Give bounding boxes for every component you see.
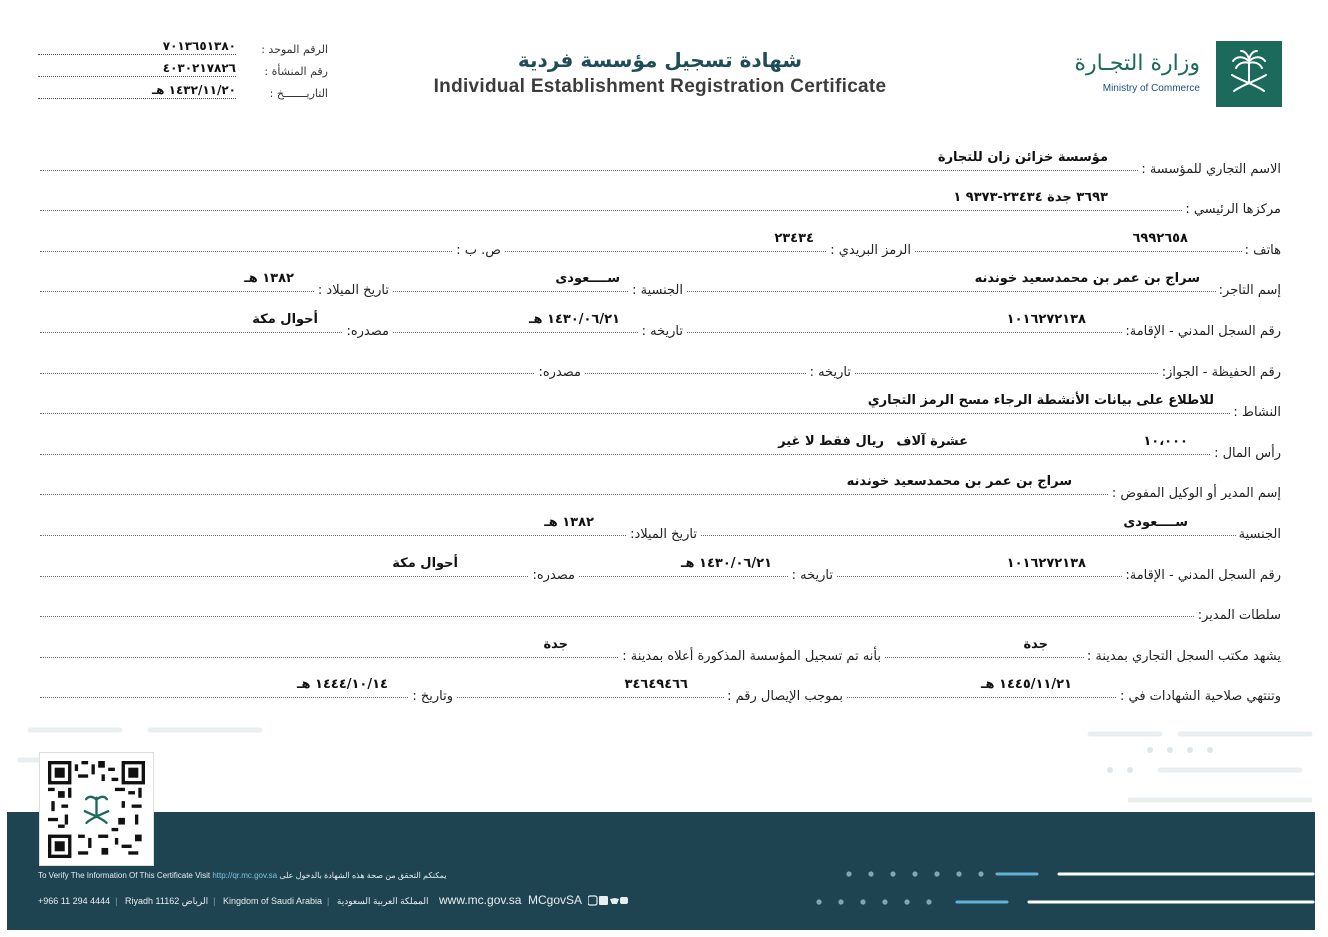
manager-civil-value: ١٠١٦٢٧٢١٣٨ — [1006, 555, 1086, 571]
footer-kingdom-en: Kingdom of Saudi Arabia — [222, 896, 323, 906]
dotted-line — [38, 98, 236, 99]
expiry-value: ١٤٤٥/١١/٢١ هـ — [981, 677, 1072, 693]
unified-number-label: الرقم الموحد : — [261, 43, 328, 56]
dotted-line — [40, 576, 1284, 577]
phone-label: هاتف : — [1242, 243, 1284, 258]
trade-name-value: مؤسسة خزائن زان للتجارة — [937, 149, 1108, 165]
footer-kingdom-ar: المملكة العربية السعودية — [336, 896, 429, 906]
manager-value: سراج بن عمر بن محمدسعيد خوندنه — [846, 474, 1072, 490]
qr-code-card — [39, 752, 154, 866]
certify-row — [40, 627, 1284, 668]
birth-date-label: تاريخ الميلاد : — [315, 283, 392, 298]
dotted-line — [40, 454, 1284, 455]
dotted-line — [40, 616, 1284, 617]
trade-name-row — [40, 140, 1284, 181]
dotted-line — [38, 76, 236, 77]
manager-birth-label: تاريخ الميلاد: — [627, 527, 700, 542]
verify-link[interactable]: http://qr.mc.gov.sa — [212, 871, 278, 880]
civil-date-label: تاريخه : — [639, 324, 686, 339]
headquarters-label: مركزها الرئيسي : — [1182, 202, 1284, 217]
certificate-fields — [40, 140, 1284, 708]
manager-powers-label: سلطات المدير: — [1195, 608, 1284, 623]
capital-value: ١٠،٠٠٠ — [1143, 433, 1188, 449]
dotted-line — [40, 494, 1284, 495]
manager-nationality-value: ســــعودى — [1123, 514, 1188, 530]
dotted-line — [40, 697, 1284, 698]
social-icons — [588, 895, 628, 906]
dotted-line — [38, 54, 236, 55]
establishment-number-label: رقم المنشأة : — [264, 65, 328, 78]
unified-number-row — [38, 38, 328, 60]
manager-civil-label: رقم السجل المدني - الإقامة: — [1122, 568, 1284, 583]
establishment-number: ٤٠٣٠٢١٧٨٢٦ — [162, 61, 236, 75]
civil-date-value: ١٤٣٠/٠٦/٢١ هـ — [529, 311, 620, 327]
activity-row — [40, 384, 1284, 425]
footer-riyadh: Riyadh 11162 الرياض — [125, 896, 209, 906]
certify-city-2: جدة — [543, 636, 568, 652]
dotted-line — [40, 210, 1284, 211]
manager-nationality-row — [40, 505, 1284, 546]
passport-source-label: مصدره: — [535, 365, 584, 380]
manager-label: إسم المدير أو الوكيل المفوض : — [1109, 486, 1284, 501]
manager-source-value: أحوال مكة — [392, 555, 458, 571]
ministry-logo — [1074, 41, 1282, 107]
capital-currency: ريال فقط لا غير — [778, 433, 884, 449]
receipt-label: بموجب الإيصال رقم : — [724, 689, 846, 704]
birth-date-value: ١٣٨٢ هـ — [244, 271, 294, 287]
issue-date-label: التاريـــــــخ : — [269, 87, 328, 100]
certificate-title-en: Individual Establishment Registration Certificate — [433, 76, 887, 97]
headquarters-row — [40, 181, 1284, 222]
manager-powers-row — [40, 587, 1284, 628]
expiry-row — [40, 668, 1284, 709]
dotted-line — [40, 170, 1284, 171]
certify-city: جدة — [1023, 636, 1048, 652]
dotted-line — [40, 373, 1284, 374]
manager-source-label: مصدره: — [529, 568, 578, 583]
palm-swords-emblem-icon — [1216, 41, 1282, 107]
verify-text-ar: يمكنكم التحقق من صحة هذه الشهادة بالدخول على — [279, 871, 447, 880]
trade-name-label: الاسم التجاري للمؤسسة : — [1138, 162, 1284, 177]
certify-text: بأنه تم تسجيل المؤسسة المذكورة أعلاه بمدينة : — [619, 649, 884, 664]
headquarters-value: ٣٦٩٣ جدة ٢٣٤٣٤-٩٣٧٣ ١ — [953, 190, 1108, 206]
twitter-icon[interactable] — [610, 898, 619, 904]
establishment-number-row — [38, 60, 328, 82]
source-label: مصدره: — [343, 324, 392, 339]
expiry-label: وتنتهي صلاحية الشهادات في : — [1117, 689, 1284, 704]
instagram-icon[interactable] — [588, 896, 597, 905]
merchant-row — [40, 262, 1284, 303]
capital-row — [40, 424, 1284, 465]
issue-date: ١٤٣٢/١١/٢٠ هـ — [152, 83, 236, 97]
reference-block — [38, 38, 328, 104]
merchant-name-label: إسم التاجر: — [1216, 283, 1284, 298]
postal-code-label: الرمز البريدي : — [827, 243, 914, 258]
youtube-icon[interactable] — [620, 897, 628, 904]
receipt-value: ٣٤٦٤٩٤٦٦ — [624, 677, 688, 693]
civil-record-value: ١٠١٦٢٧٢١٣٨ — [1006, 311, 1086, 327]
capital-words: عشرة آلاف — [896, 433, 968, 449]
certify-label: يشهد مكتب السجل التجاري بمدينة : — [1084, 649, 1284, 664]
footer-website[interactable]: www.mc.gov.sa — [439, 893, 522, 907]
phone-value: ٦٩٩٢٦٥٨ — [1132, 230, 1188, 246]
footer-phone: +966 11 294 4444 — [38, 896, 111, 906]
issue-date-row — [38, 82, 328, 104]
facebook-icon[interactable] — [599, 896, 608, 905]
po-box-label: ص. ب : — [453, 243, 504, 258]
dotted-line — [40, 251, 1284, 252]
nationality-label: الجنسية : — [629, 283, 686, 298]
receipt-date-value: ١٤٤٤/١٠/١٤ هـ — [297, 677, 388, 693]
nationality-value: ســــعودى — [555, 271, 620, 287]
manager-civil-row — [40, 546, 1284, 587]
qr-code-icon — [48, 761, 145, 858]
merchant-name-value: سراج بن عمر بن محمدسعيد خوندنه — [974, 271, 1200, 287]
verify-text-en: To Verify The Information Of This Certificate Visit — [38, 871, 211, 880]
verify-line — [38, 871, 598, 880]
manager-row — [40, 465, 1284, 506]
activity-value: للاطلاع على بيانات الأنشطة الرجاء مسح الرمز التجاري — [867, 393, 1214, 409]
postal-code-value: ٢٣٤٣٤ — [774, 230, 814, 246]
certificate-title-ar: شهادة تسجيل مؤسسة فردية — [517, 48, 803, 72]
manager-civil-date-label: تاريخه : — [789, 568, 836, 583]
unified-number: ٧٠١٣٦٥١٣٨٠ — [162, 39, 236, 53]
decorative-pattern — [0, 720, 1328, 820]
manager-nationality-label: الجنسية — [1236, 527, 1284, 542]
footer-decoration — [797, 862, 1317, 912]
dotted-line — [40, 413, 1284, 414]
receipt-date-label: وتاريخ : — [409, 689, 456, 704]
passport-label: رقم الحفيظة - الجواز: — [1159, 365, 1284, 380]
footer-social-handle: MCgovSA — [528, 893, 583, 907]
ministry-name-en: Ministry of Commerce — [1102, 83, 1200, 94]
passport-row — [40, 343, 1284, 384]
contact-row — [40, 221, 1284, 262]
manager-birth-value: ١٣٨٢ هـ — [544, 514, 594, 530]
source-value: أحوال مكة — [252, 311, 318, 327]
contact-line: +966 11 294 4444 | Riyadh 11162 الرياض | Kingdom of Saudi Arabia | المملكة العربية السعودية www.mc.gov.sa MCgovSA — [38, 893, 628, 907]
activity-label: النشاط : — [1230, 405, 1284, 420]
civil-record-row — [40, 302, 1284, 343]
ministry-name-ar: وزارة التجـارة — [1074, 51, 1200, 76]
capital-label: رأس المال : — [1211, 446, 1284, 461]
civil-record-label: رقم السجل المدني - الإقامة: — [1122, 324, 1284, 339]
manager-civil-date-value: ١٤٣٠/٠٦/٢١ هـ — [681, 555, 772, 571]
passport-date-label: تاريخه : — [807, 365, 854, 380]
